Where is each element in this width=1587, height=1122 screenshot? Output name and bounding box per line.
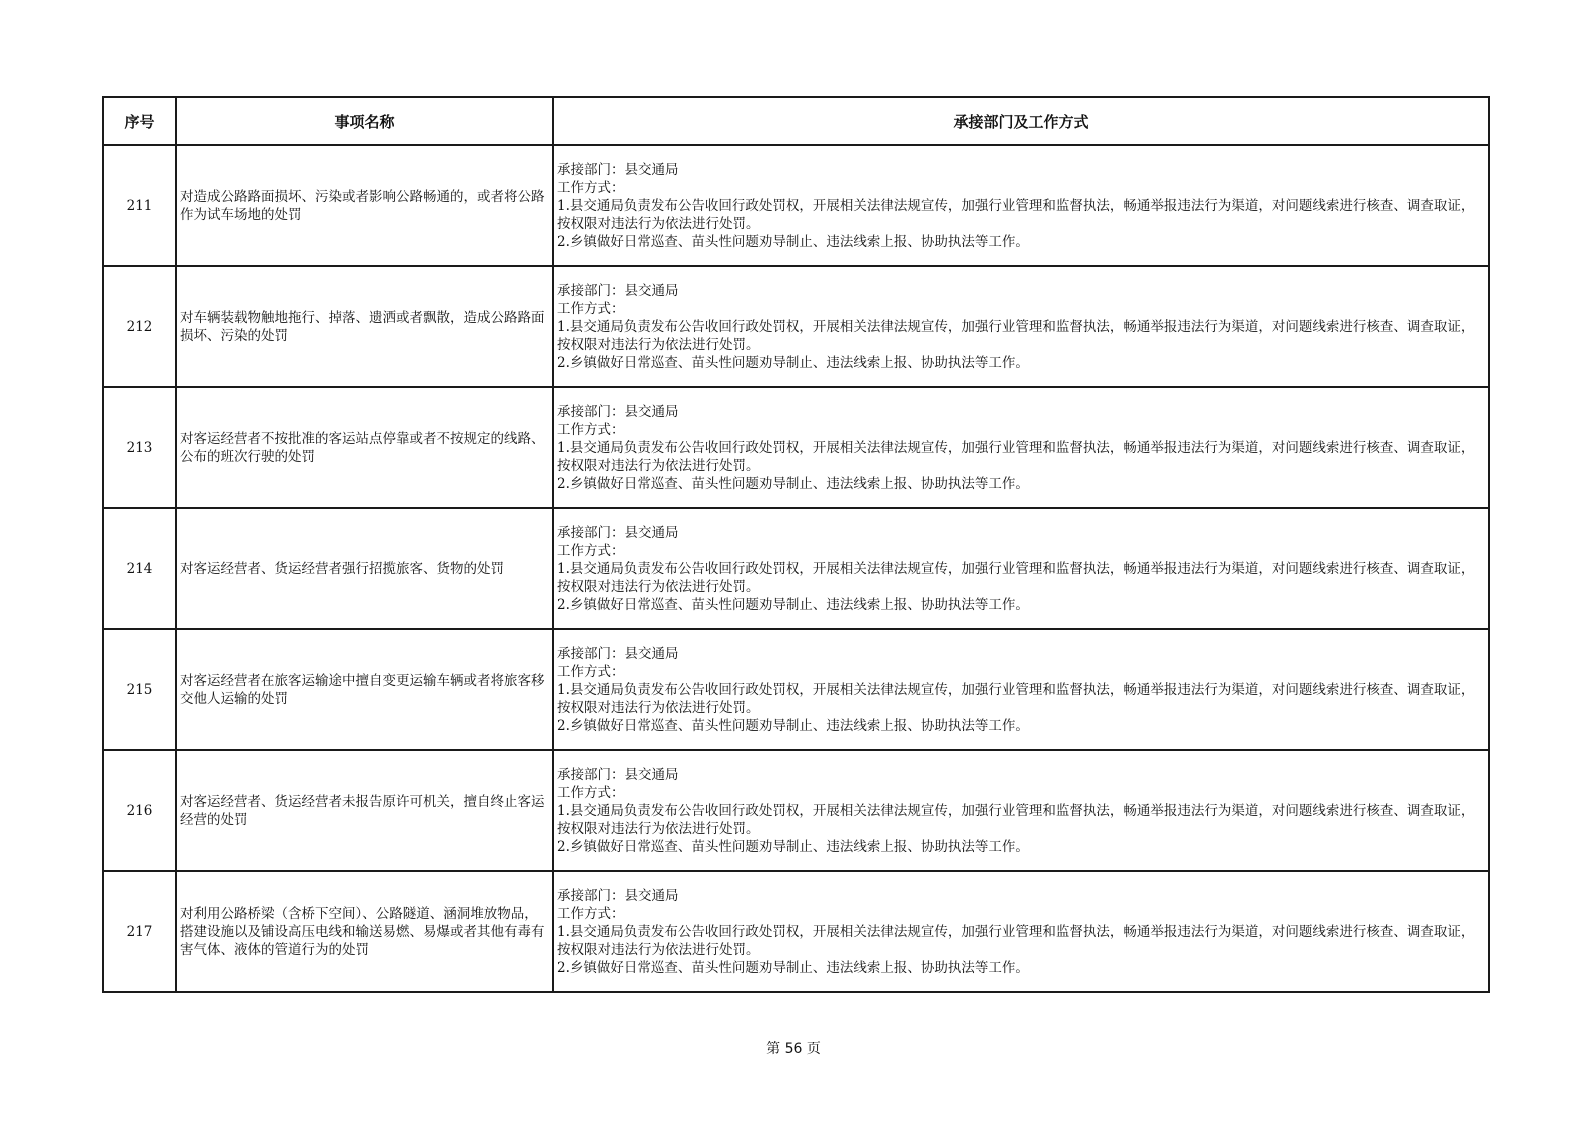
- page-number: 第 56 页: [766, 1041, 821, 1057]
- method-line: 工作方式：: [557, 179, 625, 196]
- row-item-name: 对利用公路桥梁（含桥下空间）、公路隧道、涵洞堆放物品，搭建设施以及铺设高压电线和输送易燃、易爆或者其他有毒有害气体、液体的管道行为的处罚: [176, 871, 553, 992]
- method-line: 1.县交通局负责发布公告收回行政处罚权，开展相关法律法规宣传，加强行业管理和监督执法，畅通举报违法行为渠道，对问题线索进行核查、调查取证，按权限对违法行为依法进行处罚。: [557, 681, 1475, 716]
- table-header-row: [103, 97, 1489, 145]
- row-serial-number: 216: [103, 750, 176, 871]
- row-item-name: 对造成公路路面损坏、污染或者影响公路畅通的，或者将公路作为试车场地的处罚: [176, 145, 553, 266]
- method-line: 承接部门：县交通局: [557, 524, 679, 541]
- row-item-name: 对客运经营者在旅客运输途中擅自变更运输车辆或者将旅客移交他人运输的处罚: [176, 629, 553, 750]
- row-item-name: 对客运经营者、货运经营者强行招揽旅客、货物的处罚: [176, 508, 553, 629]
- method-line: 承接部门：县交通局: [557, 766, 679, 783]
- row-department-and-method: [553, 871, 1489, 992]
- method-line: 1.县交通局负责发布公告收回行政处罚权，开展相关法律法规宣传，加强行业管理和监督执法，畅通举报违法行为渠道，对问题线索进行核查、调查取证，按权限对违法行为依法进行处罚。: [557, 802, 1475, 837]
- items-table: [102, 96, 1490, 993]
- row-item-name: 对车辆装载物触地拖行、掉落、遗洒或者飘散，造成公路路面损坏、污染的处罚: [176, 266, 553, 387]
- table-row: [103, 750, 1489, 871]
- method-line: 1.县交通局负责发布公告收回行政处罚权，开展相关法律法规宣传，加强行业管理和监督执法，畅通举报违法行为渠道，对问题线索进行核查、调查取证，按权限对违法行为依法进行处罚。: [557, 560, 1475, 595]
- method-line: 2.乡镇做好日常巡查、苗头性问题劝导制止、违法线索上报、协助执法等工作。: [557, 838, 1029, 855]
- row-serial-number: 212: [103, 266, 176, 387]
- method-line: 2.乡镇做好日常巡查、苗头性问题劝导制止、违法线索上报、协助执法等工作。: [557, 475, 1029, 492]
- method-line: 2.乡镇做好日常巡查、苗头性问题劝导制止、违法线索上报、协助执法等工作。: [557, 717, 1029, 734]
- table-row: [103, 266, 1489, 387]
- method-line: 工作方式：: [557, 421, 625, 438]
- table-row: [103, 508, 1489, 629]
- header-serial-number: 序号: [103, 97, 176, 145]
- row-department-and-method: [553, 750, 1489, 871]
- row-department-and-method: [553, 629, 1489, 750]
- method-line: 1.县交通局负责发布公告收回行政处罚权，开展相关法律法规宣传，加强行业管理和监督执法，畅通举报违法行为渠道，对问题线索进行核查、调查取证，按权限对违法行为依法进行处罚。: [557, 923, 1475, 958]
- header-department-and-method: 承接部门及工作方式: [553, 97, 1489, 145]
- method-line: 2.乡镇做好日常巡查、苗头性问题劝导制止、违法线索上报、协助执法等工作。: [557, 354, 1029, 371]
- row-department-and-method: [553, 387, 1489, 508]
- table-row: [103, 629, 1489, 750]
- table-row: [103, 145, 1489, 266]
- table-body: [103, 145, 1489, 992]
- row-department-and-method: [553, 145, 1489, 266]
- method-line: 承接部门：县交通局: [557, 645, 679, 662]
- method-line: 承接部门：县交通局: [557, 282, 679, 299]
- row-item-name: 对客运经营者、货运经营者未报告原许可机关，擅自终止客运经营的处罚: [176, 750, 553, 871]
- row-department-and-method: [553, 266, 1489, 387]
- method-line: 2.乡镇做好日常巡查、苗头性问题劝导制止、违法线索上报、协助执法等工作。: [557, 959, 1029, 976]
- method-line: 1.县交通局负责发布公告收回行政处罚权，开展相关法律法规宣传，加强行业管理和监督执法，畅通举报违法行为渠道，对问题线索进行核查、调查取证，按权限对违法行为依法进行处罚。: [557, 197, 1475, 232]
- row-serial-number: 214: [103, 508, 176, 629]
- method-line: 1.县交通局负责发布公告收回行政处罚权，开展相关法律法规宣传，加强行业管理和监督执法，畅通举报违法行为渠道，对问题线索进行核查、调查取证，按权限对违法行为依法进行处罚。: [557, 318, 1475, 353]
- row-serial-number: 213: [103, 387, 176, 508]
- method-line: 2.乡镇做好日常巡查、苗头性问题劝导制止、违法线索上报、协助执法等工作。: [557, 596, 1029, 613]
- row-department-and-method: [553, 508, 1489, 629]
- header-item-name: 事项名称: [176, 97, 553, 145]
- method-line: 工作方式：: [557, 663, 625, 680]
- row-serial-number: 215: [103, 629, 176, 750]
- table-row: [103, 387, 1489, 508]
- method-line: 承接部门：县交通局: [557, 887, 679, 904]
- method-line: 1.县交通局负责发布公告收回行政处罚权，开展相关法律法规宣传，加强行业管理和监督执法，畅通举报违法行为渠道，对问题线索进行核查、调查取证，按权限对违法行为依法进行处罚。: [557, 439, 1475, 474]
- method-line: 工作方式：: [557, 784, 625, 801]
- row-serial-number: 211: [103, 145, 176, 266]
- method-line: 承接部门：县交通局: [557, 161, 679, 178]
- method-line: 2.乡镇做好日常巡查、苗头性问题劝导制止、违法线索上报、协助执法等工作。: [557, 233, 1029, 250]
- method-line: 承接部门：县交通局: [557, 403, 679, 420]
- method-line: 工作方式：: [557, 542, 625, 559]
- method-line: 工作方式：: [557, 300, 625, 317]
- row-serial-number: 217: [103, 871, 176, 992]
- row-item-name: 对客运经营者不按批准的客运站点停靠或者不按规定的线路、公布的班次行驶的处罚: [176, 387, 553, 508]
- method-line: 工作方式：: [557, 905, 625, 922]
- table-row: [103, 871, 1489, 992]
